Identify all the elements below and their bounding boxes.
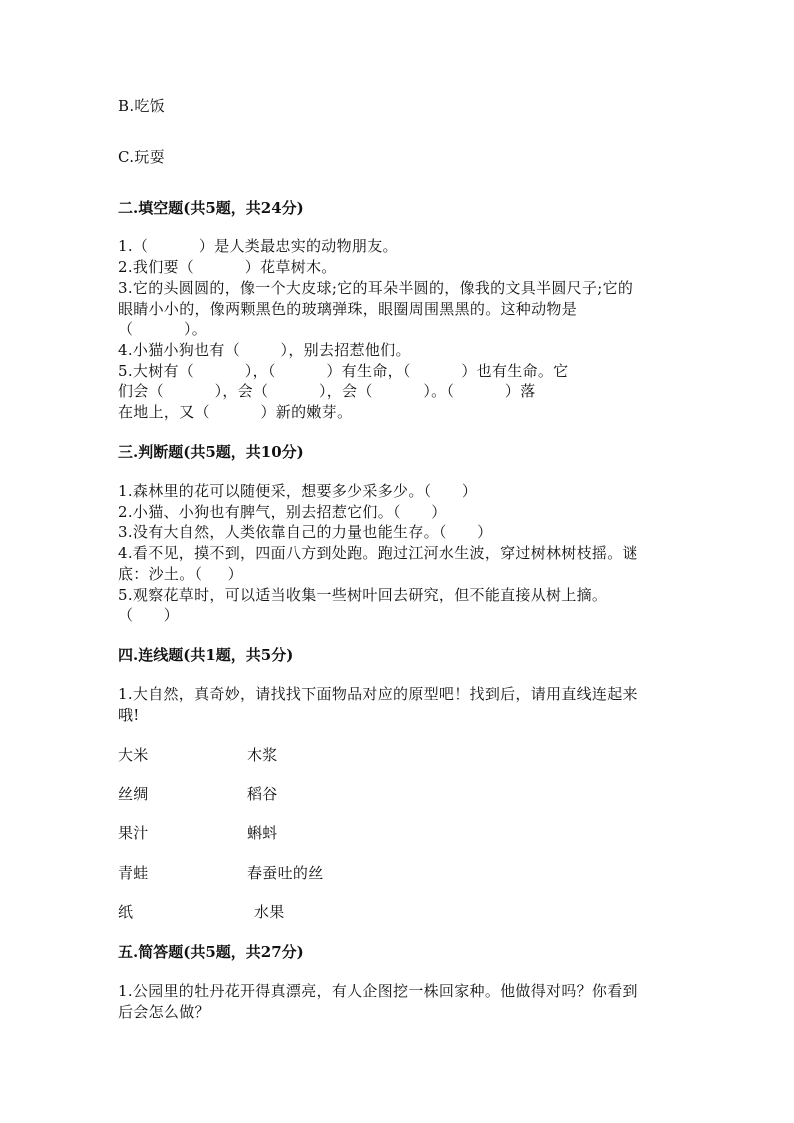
matching-question-line: 哦!	[118, 706, 140, 724]
short-answer-line: 后会怎么做？	[118, 1003, 210, 1021]
fill-line: 在地上，又（ ）新的嫩芽。	[118, 403, 353, 421]
section-heading-short-answer: 五.简答题(共5题，共27分)	[118, 943, 304, 961]
judge-line: 5.观察花草时，可以适当收集一些树叶回去研究，但不能直接从树上摘。	[118, 586, 608, 604]
judge-line: 4.看不见，摸不到，四面八方到处跑。跑过江河水生波，穿过树林树枝摇。谜	[118, 544, 638, 562]
judge-line: 1.森林里的花可以随便采，想要多少采多少。（ ）	[118, 482, 478, 500]
matching-question-line: 1.大自然，真奇妙，请找找下面物品对应的原型吧！找到后，请用直线连起来	[118, 685, 638, 703]
judge-line: （ ）	[118, 606, 180, 624]
fill-line: 4.小猫小狗也有（ ），别去招惹他们。	[118, 341, 411, 359]
match-left-item: 青蛙	[118, 864, 149, 882]
section-heading-judgement: 三.判断题(共5题，共10分)	[118, 443, 304, 461]
section-heading-matching: 四.连线题(共1题，共5分)	[118, 646, 294, 664]
fill-line: （ ）。	[118, 320, 208, 338]
fill-line: 3.它的头圆圆的，像一个大皮球;它的耳朵半圆的，像我的文具半圆尺子;它的	[118, 279, 634, 297]
fill-line: 们会（ ），会（ ），会（ ）。（ ）落	[118, 382, 536, 400]
fill-line: 5.大树有（ ），（ ）有生命，（ ）也有生命。它	[118, 362, 569, 380]
fill-line: 2.我们要（ ）花草树木。	[118, 258, 337, 276]
match-right-item: 蝌蚪	[247, 824, 278, 842]
match-right-item: 稻谷	[247, 785, 278, 803]
fill-line: 1.（ ）是人类最忠实的动物朋友。	[118, 237, 398, 255]
match-left-item: 丝绸	[118, 785, 149, 803]
judge-line: 2.小猫、小狗也有脾气，别去招惹它们。（ ）	[118, 503, 447, 521]
match-right-item: 春蚕吐的丝	[247, 864, 324, 882]
fill-line: 眼睛小小的，像两颗黑色的玻璃弹珠，眼圈周围黑黑的。这种动物是	[118, 300, 578, 318]
option-b: B.吃饭	[118, 97, 165, 115]
judge-line: 底：沙土。（ ）	[118, 565, 243, 583]
match-left-item: 纸	[118, 903, 134, 921]
match-left-item: 果汁	[118, 824, 149, 842]
option-c: C.玩耍	[118, 148, 165, 166]
judge-line: 3.没有大自然，人类依靠自己的力量也能生存。（ ）	[118, 523, 493, 541]
match-right-item: 水果	[254, 903, 285, 921]
short-answer-line: 1.公园里的牡丹花开得真漂亮，有人企图挖一株回家种。他做得对吗？你看到	[118, 982, 638, 1000]
match-left-item: 大米	[118, 746, 149, 764]
section-heading-fill-blank: 二.填空题(共5题，共24分)	[118, 199, 304, 217]
match-right-item: 木浆	[247, 746, 278, 764]
